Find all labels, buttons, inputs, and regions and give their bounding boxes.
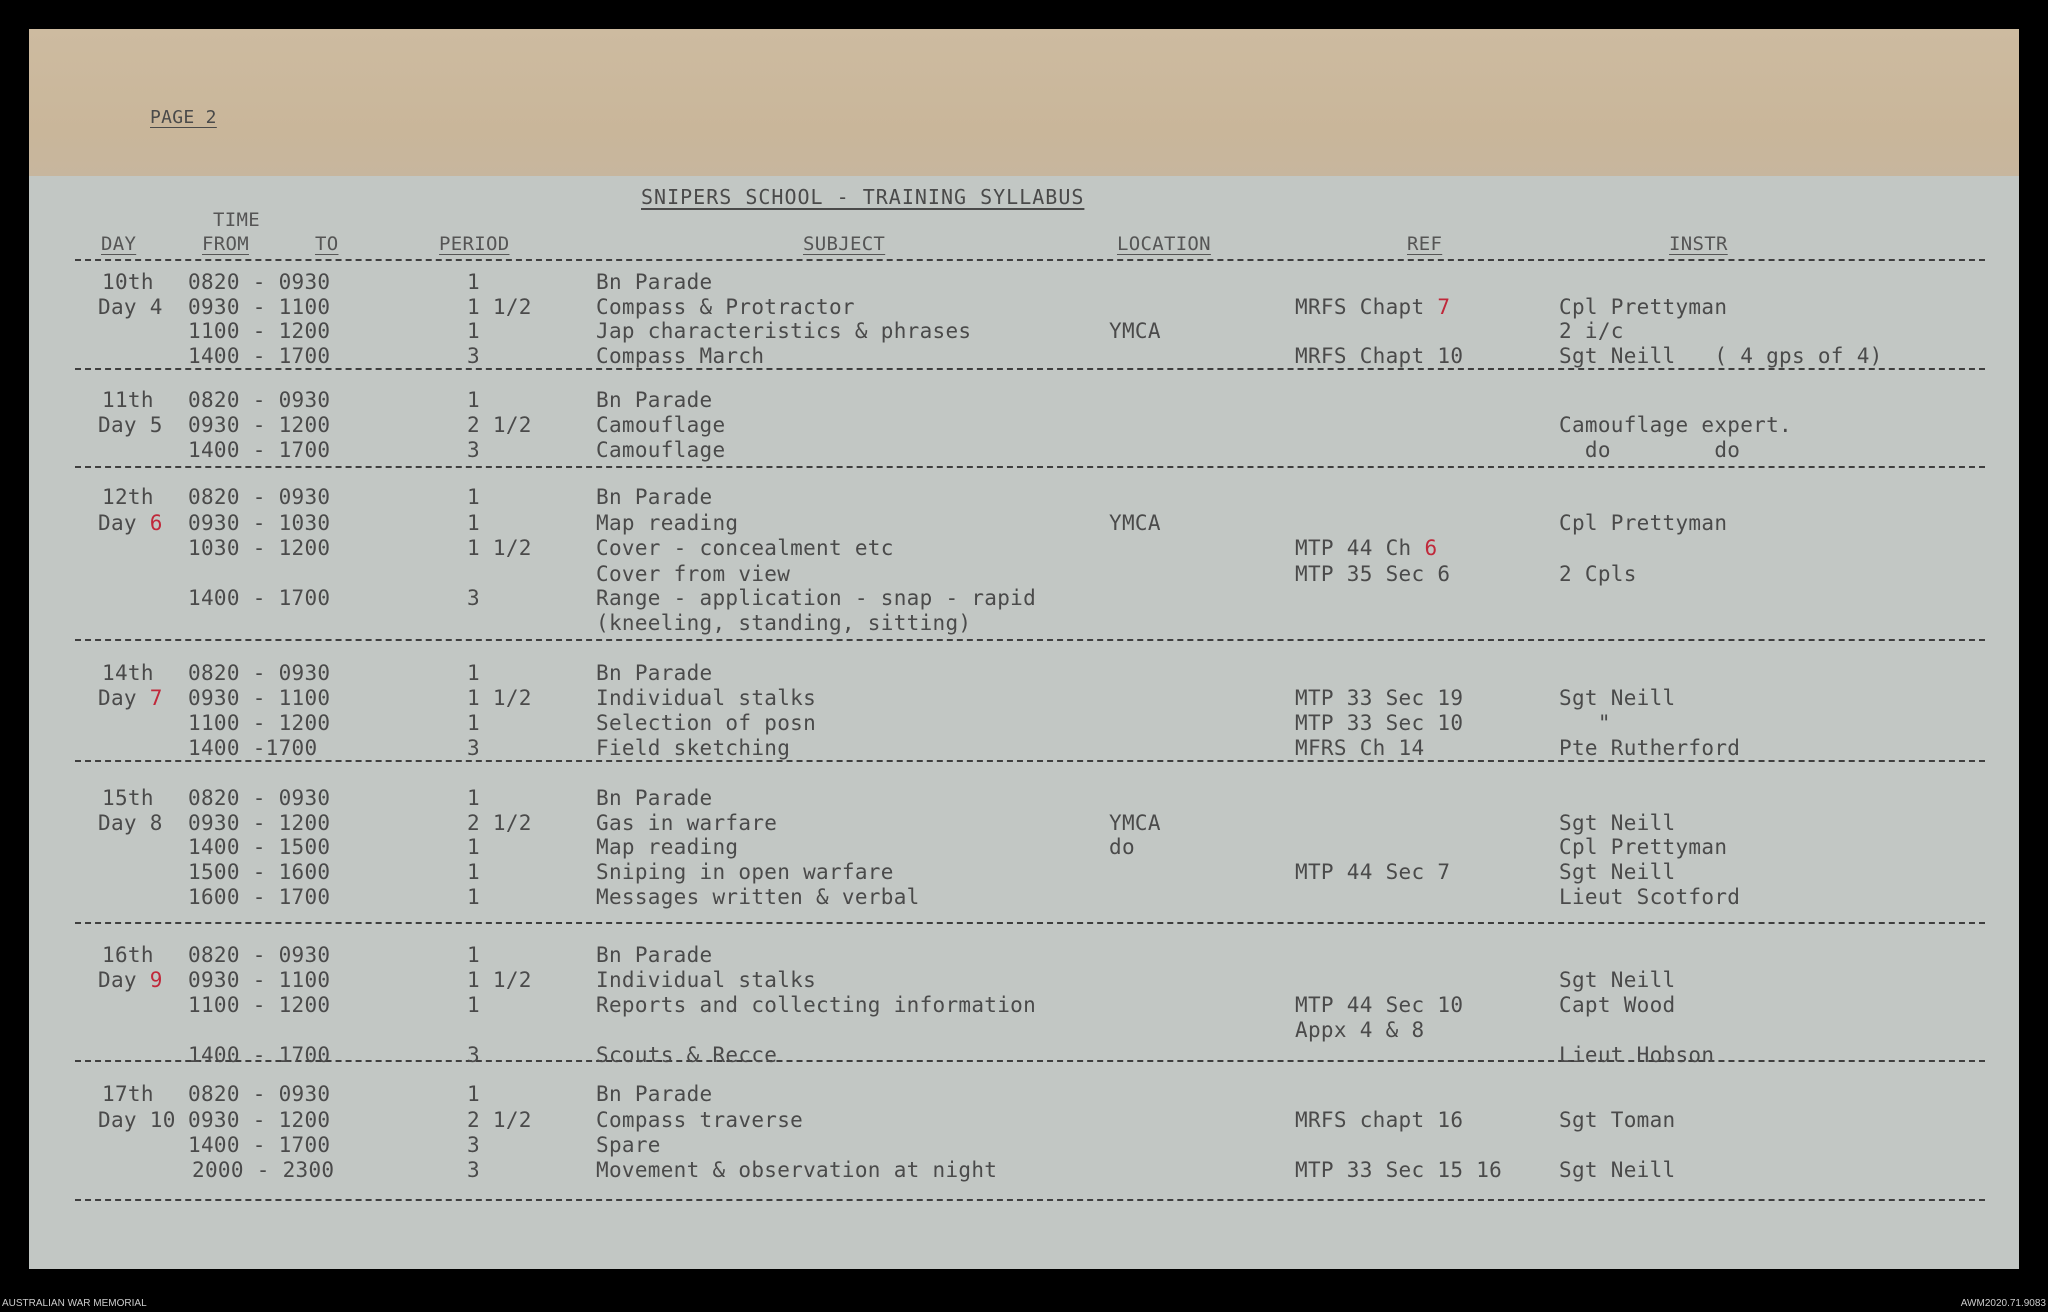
ref-text: MTP 44 Sec 7	[1295, 860, 1451, 884]
period-cell: 1	[467, 835, 480, 859]
section-divider	[75, 466, 1985, 468]
header-day: DAY	[101, 233, 137, 255]
day-date: 11th	[102, 388, 154, 412]
day-date: 16th	[102, 943, 154, 967]
ref-text: MTP 33 Sec 15 16	[1295, 1158, 1503, 1182]
subject-cell: Cover - concealment etc	[596, 536, 894, 560]
subject-cell: Scouts & Recce	[596, 1043, 778, 1067]
period-cell: 1	[467, 319, 480, 343]
period-cell: 1	[467, 943, 480, 967]
ref-text: MTP 33 Sec 19	[1295, 686, 1464, 710]
footer-id: AWM2020.71.9083	[1960, 1298, 2046, 1309]
time-range: 0820 - 0930	[188, 943, 331, 967]
subject-cell: Bn Parade	[596, 1082, 713, 1106]
subject-cell: Individual stalks	[596, 968, 817, 992]
instructor-cell: Sgt Neill ( 4 gps of 4)	[1559, 344, 1883, 368]
time-range: 0930 - 1030	[188, 511, 331, 535]
ref-text: MRFS Chapt 10	[1295, 344, 1464, 368]
day-number: 7	[149, 686, 163, 710]
ref-text: MRFS Chapt	[1295, 295, 1425, 319]
instructor-cell: Sgt Toman	[1559, 1108, 1676, 1132]
day-label	[98, 968, 163, 992]
subject-cell: Compass March	[596, 344, 765, 368]
header-from: FROM	[202, 233, 249, 255]
period-cell: 3	[467, 1043, 480, 1067]
instructor-cell: Sgt Neill	[1559, 686, 1676, 710]
time-range: 0820 - 0930	[188, 786, 331, 810]
day-prefix: Day	[98, 511, 150, 535]
time-range: 1400 - 1700	[188, 1043, 331, 1067]
day-label	[98, 1108, 176, 1132]
ref-cell	[1295, 711, 1463, 735]
day-date: 10th	[102, 270, 154, 294]
day-prefix: Day	[98, 413, 150, 437]
ref-chapter-number: 7	[1437, 295, 1451, 319]
subject-cell: Bn Parade	[596, 943, 713, 967]
subject-cell: Map reading	[596, 835, 739, 859]
period-cell: 3	[467, 736, 480, 760]
period-cell: 1	[467, 711, 480, 735]
section-divider	[75, 259, 1985, 261]
subject-cell: Cover from view	[596, 562, 791, 586]
ref-cell	[1295, 1158, 1502, 1182]
period-cell: 1 1/2	[467, 968, 532, 992]
time-range: 1400 - 1700	[188, 586, 331, 610]
day-number: 8	[149, 811, 163, 835]
day-label	[98, 811, 163, 835]
period-cell: 3	[467, 344, 480, 368]
subject-cell: Bn Parade	[596, 786, 713, 810]
instructor-cell: Pte Rutherford	[1559, 736, 1741, 760]
location-cell: YMCA	[1109, 319, 1161, 343]
subject-cell: Bn Parade	[596, 388, 713, 412]
section-divider	[75, 639, 1985, 641]
subject-cell: Reports and collecting information	[596, 993, 1037, 1017]
day-prefix: Day	[98, 811, 150, 835]
period-cell: 1 1/2	[467, 536, 532, 560]
instructor-cell: 2 i/c	[1559, 319, 1624, 343]
period-cell: 1	[467, 786, 480, 810]
ref-cell	[1295, 993, 1463, 1017]
time-range: 1500 - 1600	[188, 860, 331, 884]
period-cell: 1	[467, 511, 480, 535]
day-prefix: Day	[98, 295, 150, 319]
subject-cell: (kneeling, standing, sitting)	[596, 611, 972, 635]
subject-cell: Sniping in open warfare	[596, 860, 894, 884]
time-range: 1400 - 1700	[188, 1133, 331, 1157]
period-cell: 3	[467, 1158, 480, 1182]
subject-cell: Range - application - snap - rapid	[596, 586, 1037, 610]
time-range: 0820 - 0930	[188, 1082, 331, 1106]
instructor-cell: Cpl Prettyman	[1559, 295, 1728, 319]
section-divider	[75, 760, 1985, 762]
period-cell: 1 1/2	[467, 295, 532, 319]
ref-cell	[1295, 860, 1450, 884]
instructor-cell: 2 Cpls	[1559, 562, 1637, 586]
subject-cell: Bn Parade	[596, 485, 713, 509]
day-prefix: Day 10	[98, 1108, 176, 1132]
location-cell: YMCA	[1109, 511, 1161, 535]
period-cell: 1	[467, 993, 480, 1017]
subject-cell: Gas in warfare	[596, 811, 778, 835]
time-range: 0930 - 1100	[188, 968, 331, 992]
section-divider	[75, 1199, 1985, 1201]
instructor-cell: Lieut Hobson	[1559, 1043, 1715, 1067]
instructor-cell: Sgt Neill	[1559, 1158, 1676, 1182]
period-cell: 1	[467, 485, 480, 509]
time-range: 0820 - 0930	[188, 388, 331, 412]
time-range: 1100 - 1200	[188, 319, 331, 343]
ref-text: MTP 35 Sec 6	[1295, 562, 1451, 586]
subject-cell: Messages written & verbal	[596, 885, 920, 909]
period-cell: 2 1/2	[467, 811, 532, 835]
period-cell: 1	[467, 388, 480, 412]
header-ref: REF	[1407, 233, 1443, 255]
period-cell: 3	[467, 1133, 480, 1157]
instructor-cell: Sgt Neill	[1559, 860, 1676, 884]
day-date: 15th	[102, 786, 154, 810]
document-page	[29, 29, 2019, 1269]
subject-cell: Jap characteristics & phrases	[596, 319, 972, 343]
ref-text: MRFS chapt 16	[1295, 1108, 1464, 1132]
subject-cell: Camouflage	[596, 438, 726, 462]
subject-cell: Individual stalks	[596, 686, 817, 710]
subject-cell: Selection of posn	[596, 711, 817, 735]
subject-cell: Movement & observation at night	[596, 1158, 998, 1182]
subject-cell: Camouflage	[596, 413, 726, 437]
time-range: 0930 - 1200	[188, 1108, 331, 1132]
subject-cell: Map reading	[596, 511, 739, 535]
time-range: 0820 - 0930	[188, 270, 331, 294]
ref-text: Appx 4 & 8	[1295, 1018, 1425, 1042]
ref-cell	[1295, 1108, 1463, 1132]
period-cell: 1 1/2	[467, 686, 532, 710]
time-range: 1400 - 1700	[188, 344, 331, 368]
day-date: 14th	[102, 661, 154, 685]
instructor-cell: Capt Wood	[1559, 993, 1676, 1017]
time-range: 0930 - 1100	[188, 686, 331, 710]
day-label	[98, 295, 163, 319]
time-range: 1100 - 1200	[188, 711, 331, 735]
period-cell: 1	[467, 661, 480, 685]
ref-text: MTP 33 Sec 10	[1295, 711, 1464, 735]
time-range: 1030 - 1200	[188, 536, 331, 560]
ref-text: MTP 44 Sec 10	[1295, 993, 1464, 1017]
period-cell: 1	[467, 270, 480, 294]
day-number: 9	[149, 968, 163, 992]
ref-chapter-number: 6	[1424, 536, 1438, 560]
instructor-cell: Camouflage expert.	[1559, 413, 1792, 437]
ref-cell	[1295, 344, 1463, 368]
subject-cell: Compass traverse	[596, 1108, 804, 1132]
instructor-cell: Cpl Prettyman	[1559, 511, 1728, 535]
time-range: 0930 - 1200	[188, 811, 331, 835]
day-number: 4	[149, 295, 163, 319]
instructor-cell: Sgt Neill	[1559, 968, 1676, 992]
time-range: 0820 - 0930	[188, 485, 331, 509]
location-cell: do	[1109, 835, 1135, 859]
period-cell: 1	[467, 860, 480, 884]
time-range: 1100 - 1200	[188, 993, 331, 1017]
day-label	[98, 413, 163, 437]
day-label	[98, 686, 163, 710]
header-period: PERIOD	[439, 233, 510, 255]
ref-cell	[1295, 686, 1463, 710]
section-divider	[75, 922, 1985, 924]
period-cell: 1	[467, 1082, 480, 1106]
period-cell: 3	[467, 586, 480, 610]
page-title: SNIPERS SCHOOL - TRAINING SYLLABUS	[641, 185, 1085, 209]
header-subject: SUBJECT	[803, 233, 886, 255]
day-number: 5	[149, 413, 163, 437]
ref-cell	[1295, 736, 1424, 760]
day-label	[98, 511, 163, 535]
header-instr: INSTR	[1669, 233, 1728, 255]
subject-cell: Compass & Protractor	[596, 295, 855, 319]
page-label: PAGE 2	[150, 107, 217, 128]
ref-cell	[1295, 295, 1450, 319]
header-location: LOCATION	[1117, 233, 1211, 255]
location-cell: YMCA	[1109, 811, 1161, 835]
header-to: TO	[315, 233, 339, 255]
day-prefix: Day	[98, 686, 150, 710]
ref-text: MTP 44 Ch	[1295, 536, 1412, 560]
time-range: 1600 - 1700	[188, 885, 331, 909]
period-cell: 2 1/2	[467, 1108, 532, 1132]
subject-cell: Bn Parade	[596, 270, 713, 294]
ref-cell	[1295, 1018, 1424, 1042]
header-time: TIME	[213, 209, 260, 231]
instructor-cell: Cpl Prettyman	[1559, 835, 1728, 859]
instructor-cell: "	[1559, 711, 1611, 735]
period-cell: 2 1/2	[467, 413, 532, 437]
period-cell: 1	[467, 885, 480, 909]
paper-top-band	[29, 29, 2019, 176]
time-range: 1400 - 1700	[188, 438, 331, 462]
subject-cell: Field sketching	[596, 736, 791, 760]
subject-cell: Spare	[596, 1133, 661, 1157]
section-divider	[75, 368, 1985, 370]
time-range: 0930 - 1100	[188, 295, 331, 319]
ref-cell	[1295, 562, 1450, 586]
time-range: 1400 -1700	[188, 736, 318, 760]
instructor-cell: do do	[1559, 438, 1741, 462]
time-range: 2000 - 2300	[192, 1158, 335, 1182]
time-range: 1400 - 1500	[188, 835, 331, 859]
day-date: 12th	[102, 485, 154, 509]
ref-text: MFRS Ch 14	[1295, 736, 1425, 760]
day-prefix: Day	[98, 968, 150, 992]
footer-credit: AUSTRALIAN WAR MEMORIAL	[2, 1298, 147, 1309]
day-date: 17th	[102, 1082, 154, 1106]
instructor-cell: Sgt Neill	[1559, 811, 1676, 835]
ref-cell	[1295, 536, 1437, 560]
period-cell: 3	[467, 438, 480, 462]
subject-cell: Bn Parade	[596, 661, 713, 685]
instructor-cell: Lieut Scotford	[1559, 885, 1741, 909]
time-range: 0820 - 0930	[188, 661, 331, 685]
day-number: 6	[149, 511, 163, 535]
time-range: 0930 - 1200	[188, 413, 331, 437]
